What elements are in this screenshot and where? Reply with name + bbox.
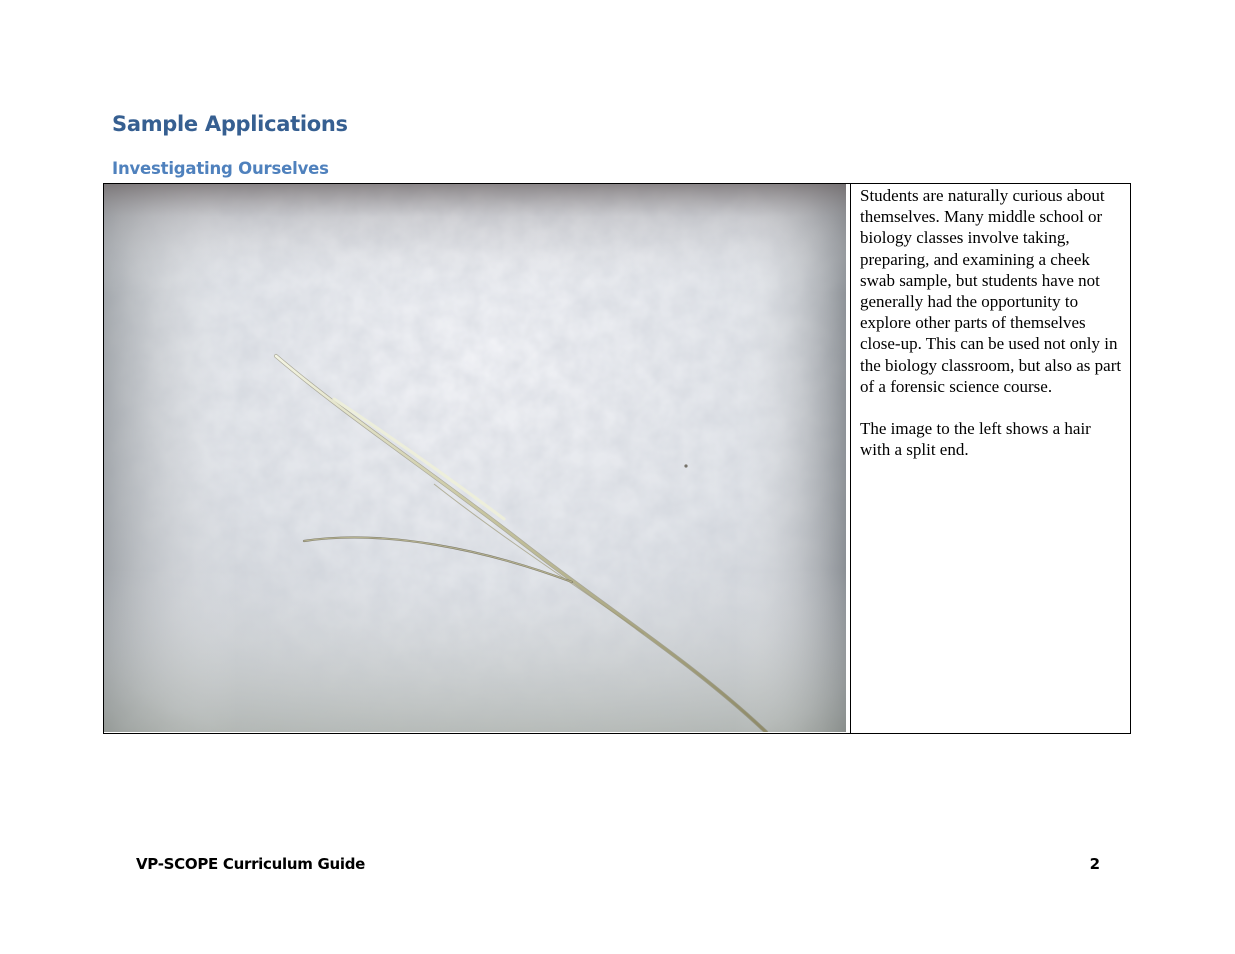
section-heading: Sample Applications <box>112 112 348 136</box>
description-paragraph: Students are naturally curious about themselves. Many middle school or biology classes involve taking, preparing, and examining a cheek swab sample, but students have not generally had the opportunity to explore other parts of themselves close-up. This can be used not only in the biology classroom, but also as part of a forensic science course. <box>860 186 1122 396</box>
footer-page-number: 2 <box>1089 855 1100 873</box>
hair-micrograph-image <box>104 184 846 732</box>
content-table <box>103 183 1131 734</box>
image-caption-paragraph: The image to the left shows a hair with a split end. <box>860 419 1091 460</box>
footer-document-title: VP-SCOPE Curriculum Guide <box>136 855 365 873</box>
subsection-heading: Investigating Ourselves <box>112 159 329 178</box>
description-cell <box>852 184 1130 733</box>
image-cell <box>104 184 851 733</box>
